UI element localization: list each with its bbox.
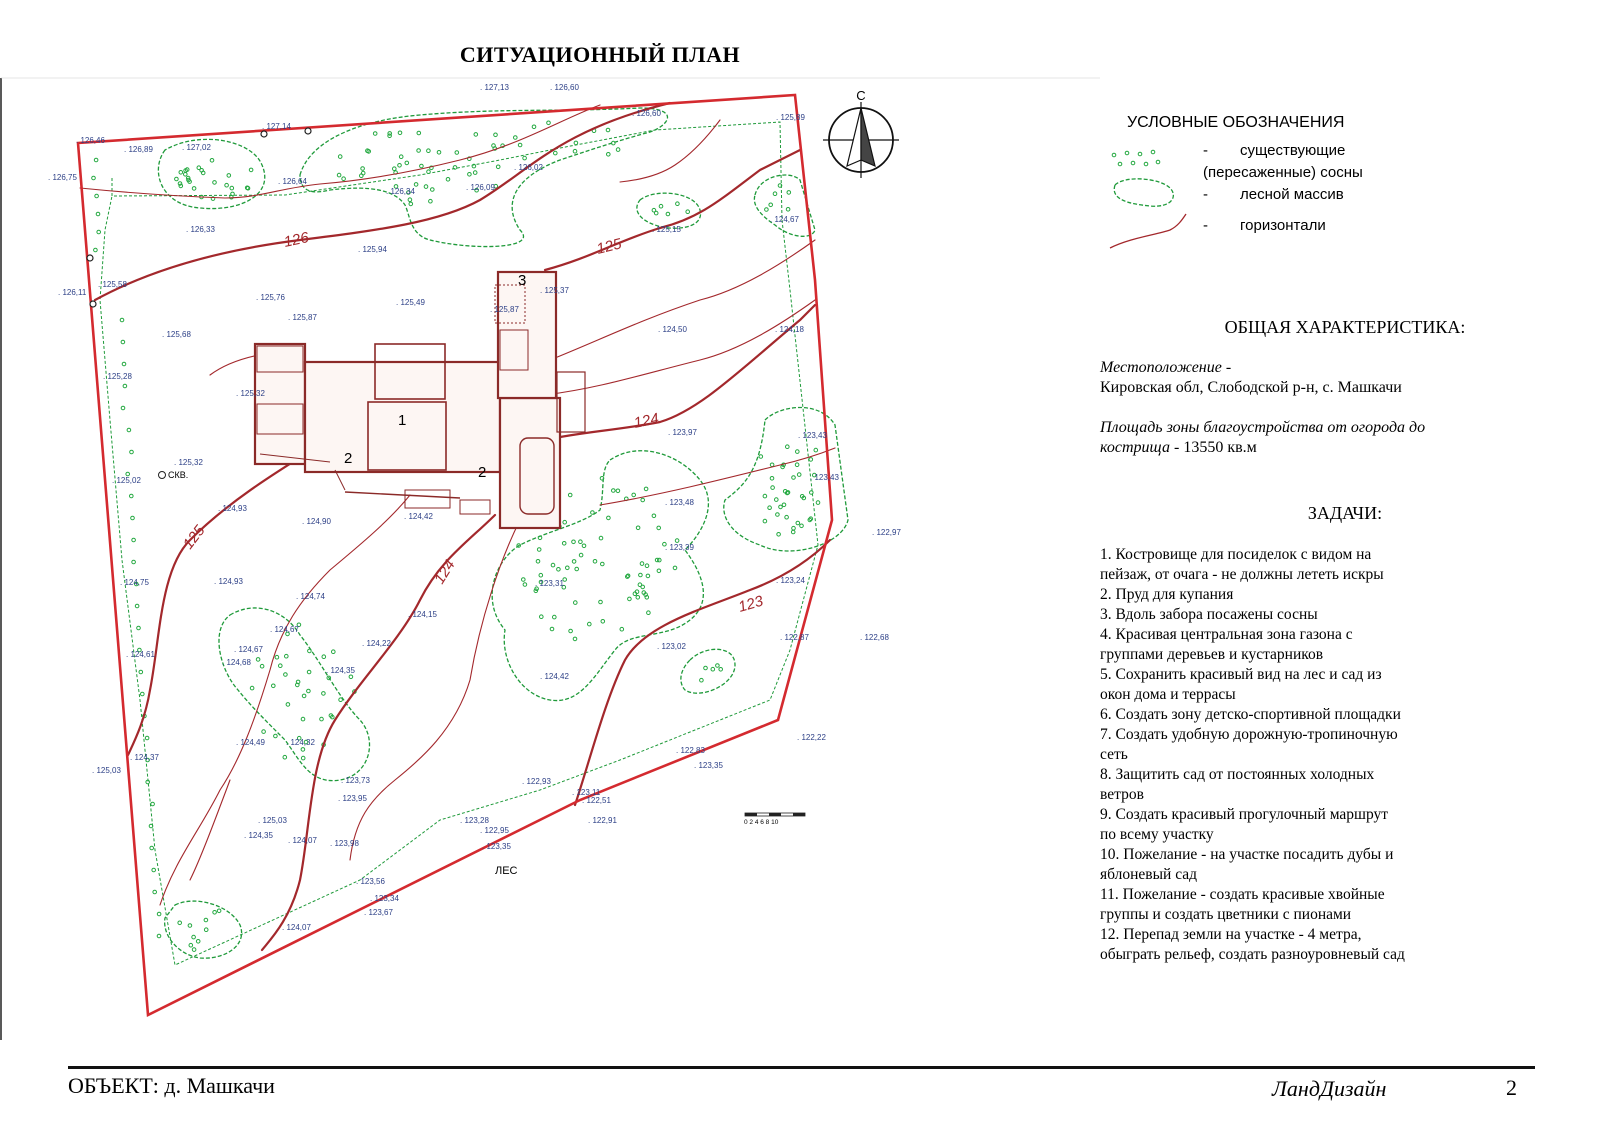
elevation-mark: . 123,95 [338,794,367,803]
elevation-mark: . 125,32 [236,389,265,398]
elevation-mark: . 124,35 [326,666,355,675]
task-line: обыграть рельеф, создать разноуровневый сад [1100,946,1405,963]
elevation-mark: . 126,02 [514,163,543,172]
scale-bar [744,813,805,826]
elevation-mark: . 126,33 [186,225,215,234]
elevation-mark: . 122,51 [582,796,611,805]
elevation-mark: . 126,60 [632,109,661,118]
elevation-mark: . 124,32 [286,738,315,747]
elevation-mark: . 124,68 [222,658,251,667]
elevation-mark: . 124,15 [408,610,437,619]
elevation-mark: . 124,42 [404,512,433,521]
legend-label-forest: лесной массив [1240,186,1344,203]
building-zone-label: 2 [478,464,487,481]
tasks-list [1100,545,1485,965]
elevation-mark: . 125,02 [112,476,141,485]
task-line: по всему участку [1100,826,1214,843]
elevation-mark: . 124,67 [234,645,263,654]
elevation-mark: . 125,03 [92,766,121,775]
legend-label-pines: существующие [1240,142,1346,159]
elevation-mark: . 125,94 [358,245,387,254]
task-line: окон дома и террасы [1100,686,1236,703]
elevation-mark: . 123,28 [460,816,489,825]
task-line: яблоневый сад [1100,866,1198,883]
task-line: 1. Костровище для посиделок с видом на [1100,546,1372,563]
elevation-mark: . 125,68 [162,330,191,339]
elevation-mark: . 124,67 [770,215,799,224]
north-label: С [856,88,866,103]
legend-label-pines-2: (пересаженные) сосны [1203,164,1363,181]
elevation-mark: . 126,89 [124,145,153,154]
page-number: 2 [1506,1075,1517,1100]
task-line: 12. Перепад земли на участке - 4 метра, [1100,926,1362,943]
elevation-mark: . 122,22 [797,733,826,742]
general-heading: ОБЩАЯ ХАРАКТЕРИСТИКА: [1224,317,1466,337]
elevation-mark: . 127,13 [480,83,509,92]
elevation-mark: . 122,91 [588,816,617,825]
elevation-mark: . 124,18 [775,325,804,334]
location-value: Кировская обл, Слободской р-н, с. Машкачи [1100,379,1402,396]
elevation-mark: . 123,35 [482,842,511,851]
task-line: 6. Создать зону детско-спортивной площадки [1100,706,1401,723]
elevation-mark: . 124,74 [296,592,325,601]
elevation-mark: . 123,56 [356,877,385,886]
elevation-mark: . 124,42 [540,672,569,681]
elevation-mark: . 124,07 [288,836,317,845]
task-line: 2. Пруд для купания [1100,586,1234,603]
location-block [1100,358,1480,398]
elevation-mark: . 122,87 [780,633,809,642]
elevation-mark: . 124,37 [130,753,159,762]
elevation-mark: . 123,43 [798,431,827,440]
elevation-mark: . 122,97 [872,528,901,537]
elevation-mark: . 123,02 [657,642,686,651]
area-block [1100,418,1480,458]
elevation-mark: . 125,89 [776,113,805,122]
elevation-mark: . 125,76 [256,293,285,302]
elevation-mark: . 125,37 [540,286,569,295]
footer-rule [68,1066,1535,1069]
legend-label-contours: горизонтали [1240,217,1326,234]
elevation-mark: . 123,98 [330,839,359,848]
elevation-mark: . 123,31 [535,579,564,588]
legend-symbols [1100,140,1210,260]
building-zone-label: 3 [518,272,527,289]
task-line: ветров [1100,786,1144,803]
elevation-mark: . 123,73 [341,776,370,785]
elevation-mark: . 122,93 [522,777,551,786]
task-line: группы и создать цветники с пионами [1100,906,1352,923]
elevation-mark: . 123,39 [665,543,694,552]
location-label: Местоположение - [1100,359,1232,376]
contour-label: 124 [430,556,459,588]
elevation-mark: . 126,75 [48,173,77,182]
task-line: сеть [1100,746,1128,763]
elevation-mark: . 124,22 [362,639,391,648]
elevation-mark: . 124,61 [126,650,155,659]
task-line: группами деревьев и кустарников [1100,646,1324,663]
elevation-mark: . 124,93 [218,504,247,513]
elevation-mark: . 124,50 [658,325,687,334]
task-line: 10. Пожелание - на участке посадить дубы и [1100,846,1394,863]
elevation-mark: . 123,35 [694,761,723,770]
forest-label: ЛЕС [495,865,518,877]
elevation-mark: . 123,24 [776,576,805,585]
scale-label: 0 2 4 6 8 10 [744,819,779,826]
task-line: 11. Пожелание - создать красивые хвойные [1100,886,1385,903]
elevation-mark: . 126,46 [76,136,105,145]
contour-label: 125 [179,522,209,553]
well-label: СКВ. [168,470,189,480]
elevation-mark: . 122,95 [480,826,509,835]
elevation-mark: . 123,48 [665,498,694,507]
contour-label: 125 [594,235,624,258]
elevation-mark: . 123,34 [370,894,399,903]
elevation-mark: . 124,93 [214,577,243,586]
elevation-mark: . 122,68 [860,633,889,642]
area-label-1: Площадь зоны благоустройства от огорода до [1100,419,1426,436]
elevation-mark: . 125,15 [652,225,681,234]
footer-object: ОБЪЕКТ: д. Машкачи [68,1073,275,1098]
task-line: пейзаж, от очага - не должны лететь искры [1100,566,1384,583]
contour-label: 126 [282,229,311,251]
elevation-mark: . 123,11 [572,788,601,797]
legend-contour-symbol [1110,214,1186,248]
elevation-mark: . 123,67 [364,908,393,917]
task-line: 4. Красивая центральная зона газона с [1100,626,1353,643]
elevation-mark: . 126,11 [58,288,87,297]
elevation-mark: . 125,87 [490,305,519,314]
elevation-mark: . 125,58 [98,280,127,289]
elevation-mark: . 126,64 [278,177,307,186]
area-label-2: кострища [1100,439,1171,456]
task-line: 9. Создать красивый прогулочный маршрут [1100,806,1389,823]
legend-title: УСЛОВНЫЕ ОБОЗНАЧЕНИЯ [1127,114,1345,131]
elevation-mark: . 127,02 [182,143,211,152]
legend-dash-3: - [1203,217,1208,234]
elevation-mark: . 126,60 [550,83,579,92]
task-line: 7. Создать удобную дорожную-тропиночную [1100,726,1398,743]
task-line: 5. Сохранить красивый вид на лес и сад из [1100,666,1382,683]
building-zone-label: 1 [398,412,407,429]
page-title: СИТУАЦИОННЫЙ ПЛАН [459,42,741,67]
contour-label: 124 [632,410,661,432]
elevation-mark: . 124,49 [236,738,265,747]
elevation-mark: . 125,28 [103,372,132,381]
legend-forest-symbol [1114,179,1173,206]
elevation-mark: . 123,43 [810,473,839,482]
task-line: 3. Вдоль забора посажены сосны [1100,606,1318,623]
contour-label: 123 [736,592,766,616]
elevation-mark: . 123,97 [668,428,697,437]
legend-dash-2: - [1203,186,1208,203]
elevation-mark: . 125,87 [288,313,317,322]
elevation-mark: . 127,14 [262,122,291,131]
legend-dash-1: - [1203,142,1208,159]
tasks-heading: ЗАДАЧИ: [1307,503,1383,523]
elevation-mark: . 124,75 [120,578,149,587]
building-zone-label: 2 [344,450,353,467]
elevation-mark: . 122,83 [676,746,705,755]
well-marker [159,470,189,480]
area-value: - 13550 кв.м [1170,439,1257,456]
elevation-mark: . 124,67 [270,625,299,634]
elevation-mark: . 124,90 [302,517,331,526]
elevation-mark: . 126,09 [466,183,495,192]
elevation-mark: . 126,34 [386,187,415,196]
elevation-mark: . 125,49 [396,298,425,307]
elevation-mark: . 125,32 [174,458,203,467]
task-line: 8. Защитить сад от постоянных холодных [1100,766,1375,783]
elevation-mark: . 124,35 [244,831,273,840]
elevation-mark: . 124,07 [282,923,311,932]
footer-company: ЛандДизайн [1272,1076,1387,1101]
elevation-mark: . 125,03 [258,816,287,825]
